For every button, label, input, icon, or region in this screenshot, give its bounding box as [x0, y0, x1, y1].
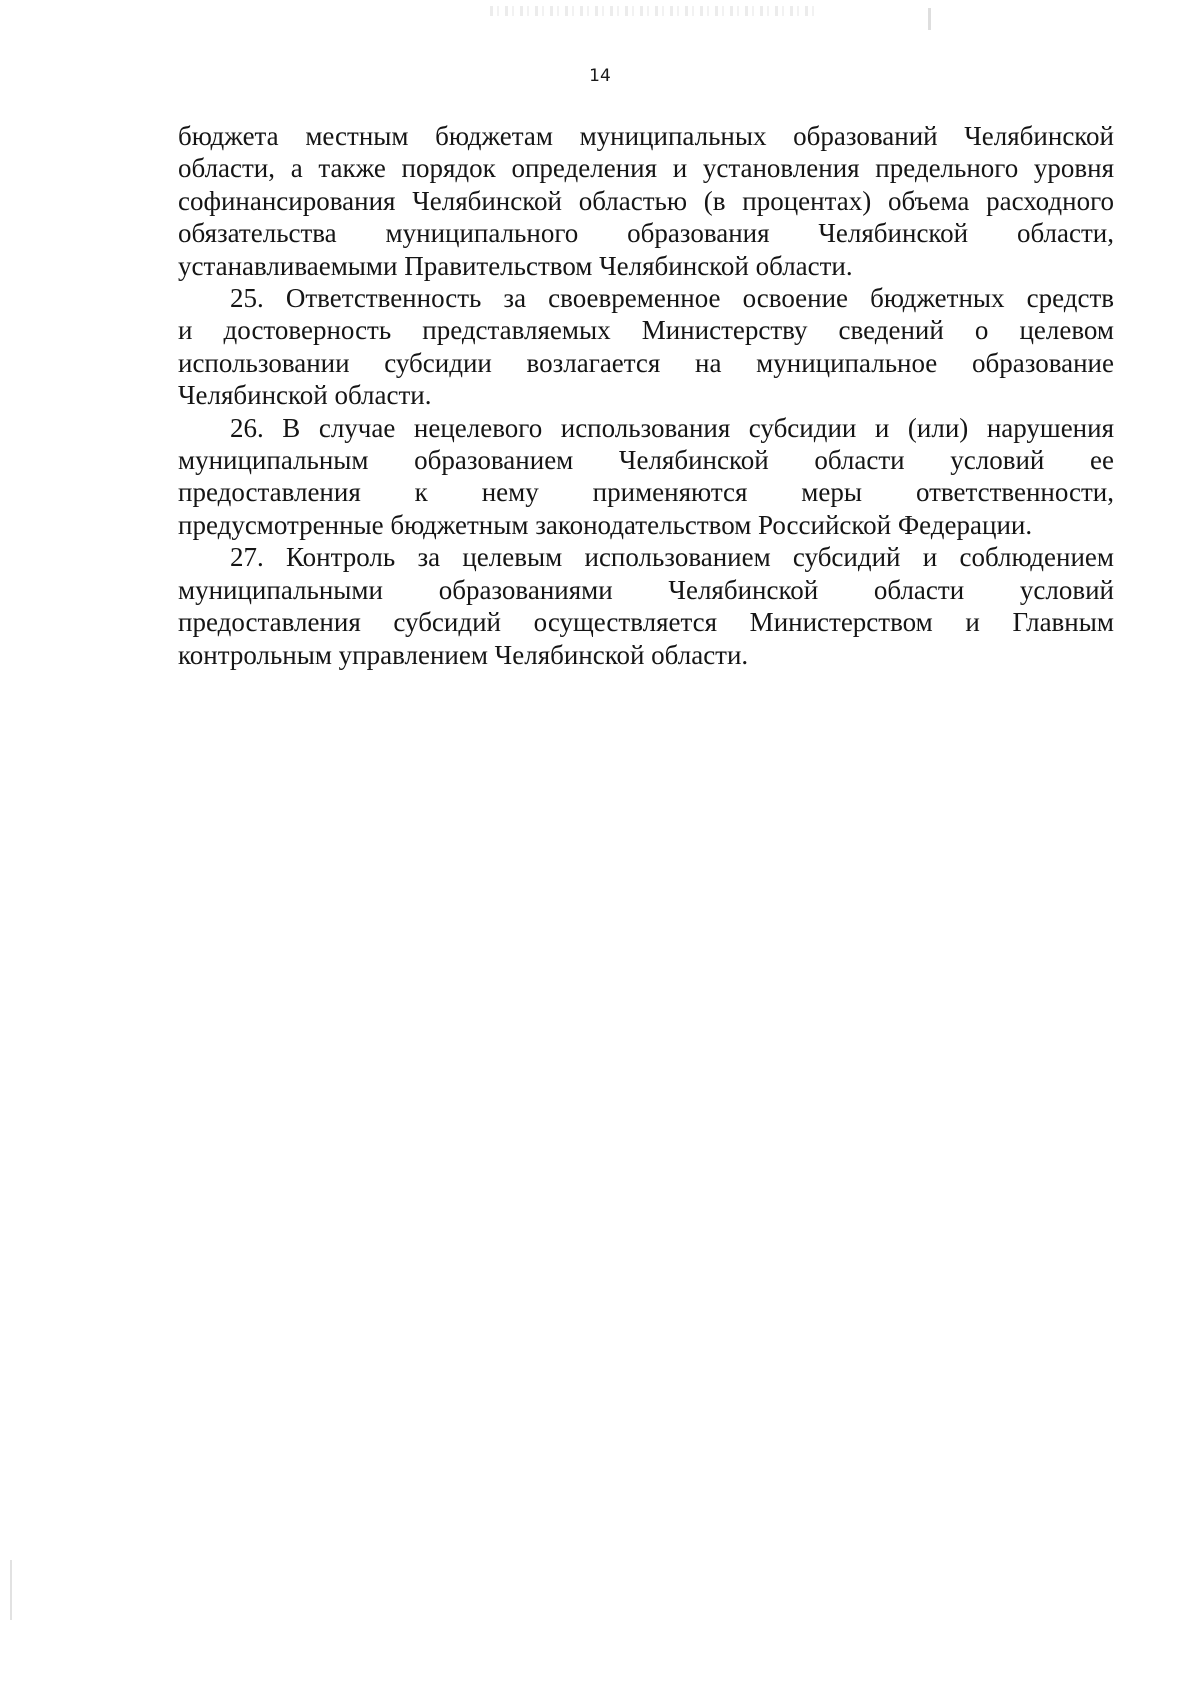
text-line: муниципальными образованиями Челябинской области условий	[178, 574, 1114, 605]
text-line: использовании субсидии возлагается на муниципальное образование	[178, 347, 1114, 378]
scan-artifact-mark	[928, 8, 931, 30]
text-line: бюджета местным бюджетам муниципальных образований Челябинской	[178, 121, 1114, 151]
text-line: 25. Ответственность за своевременное освоение бюджетных средств	[230, 283, 1114, 314]
text-line: устанавливаемыми Правительством Челябинской области.	[178, 250, 853, 281]
page-number: 14	[589, 66, 611, 86]
scan-artifact-top	[490, 6, 820, 16]
text-line: предоставления к нему применяются меры ответственности,	[178, 477, 1114, 508]
document-body	[178, 120, 1114, 671]
text-line: и достоверность представляемых Министерству сведений о целевом	[178, 315, 1114, 346]
text-line: контрольным управлением Челябинской области.	[178, 639, 749, 670]
text-line: 27. Контроль за целевым использованием субсидий и соблюдением	[230, 542, 1114, 573]
text-line: муниципальным образованием Челябинской области условий ее	[178, 445, 1114, 476]
text-line: обязательства муниципального образования Челябинской области,	[178, 218, 1114, 249]
scan-artifact-edge	[10, 1560, 12, 1620]
paragraph-27	[178, 541, 1114, 671]
paragraph-continuation	[178, 120, 1114, 282]
text-line: Челябинской области.	[178, 380, 432, 411]
text-line: предоставления субсидий осуществляется Министерством и Главным	[178, 607, 1114, 638]
text-line: предусмотренные бюджетным законодательством Российской Федерации.	[178, 509, 1033, 540]
paragraph-25	[178, 282, 1114, 412]
text-line: области, а также порядок определения и установления предельного уровня	[178, 153, 1114, 184]
paragraph-26	[178, 412, 1114, 542]
text-line: софинансирования Челябинской областью (в процентах) объема расходного	[178, 185, 1114, 216]
text-line: 26. В случае нецелевого использования субсидии и (или) нарушения	[230, 412, 1114, 443]
